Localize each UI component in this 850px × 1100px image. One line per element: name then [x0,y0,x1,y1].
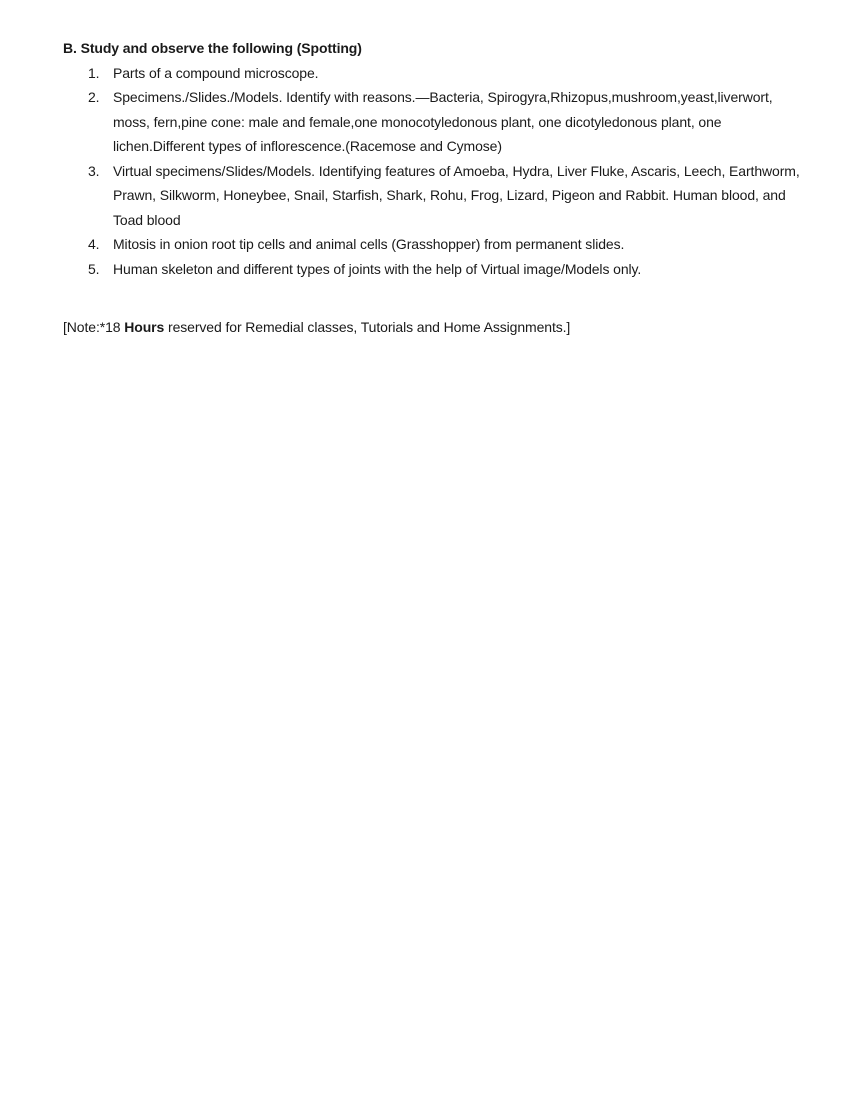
list-item [63,232,812,257]
list-item-number: 2. [88,89,100,105]
footnote [63,315,812,340]
list-item-number: 5. [88,260,100,277]
list-item [63,61,812,86]
list-item-number: 3. [88,162,100,179]
list-item [63,159,812,233]
spotting-list [63,61,812,282]
footnote-prefix: [Note:*18 [63,319,125,335]
section-heading: B. Study and observe the following (Spotting) [63,40,362,56]
footnote-bold-word: Hours [124,319,165,335]
list-item-text: Parts of a compound microscope. [113,64,319,81]
list-item [63,85,812,159]
list-item-text: Virtual specimens/Slides/Models. Identifying features of Amoeba, Hydra, Liver Fluke, Ascaris, Leech, Earthworm, Prawn, Silkworm, Honeybee, Snail, Starfish, Shark, Rohu, Frog, Lizard, Pigeon and Rabbit. Human blood, and Toad blood [113,162,800,228]
footnote-suffix: reserved for Remedial classes, Tutorials and Home Assignments.] [164,319,571,335]
list-item-text: Specimens./Slides./Models. Identify with reasons.—Bacteria, Spirogyra,Rhizopus,mushroom,yeast,liverwort, moss, fern,pine cone: male and female,one monocotyledonous plant, one dicotyledonous plant, one lichen.Different types of inflorescence.(Racemose and Cymose) [113,89,773,154]
list-item-number: 4. [88,236,100,252]
list-item-text: Human skeleton and different types of joints with the help of Virtual image/Models only. [113,260,642,277]
list-item-text: Mitosis in onion root tip cells and animal cells (Grasshopper) from permanent slides. [113,236,625,252]
list-item-number: 1. [88,64,100,81]
list-item [63,257,812,282]
